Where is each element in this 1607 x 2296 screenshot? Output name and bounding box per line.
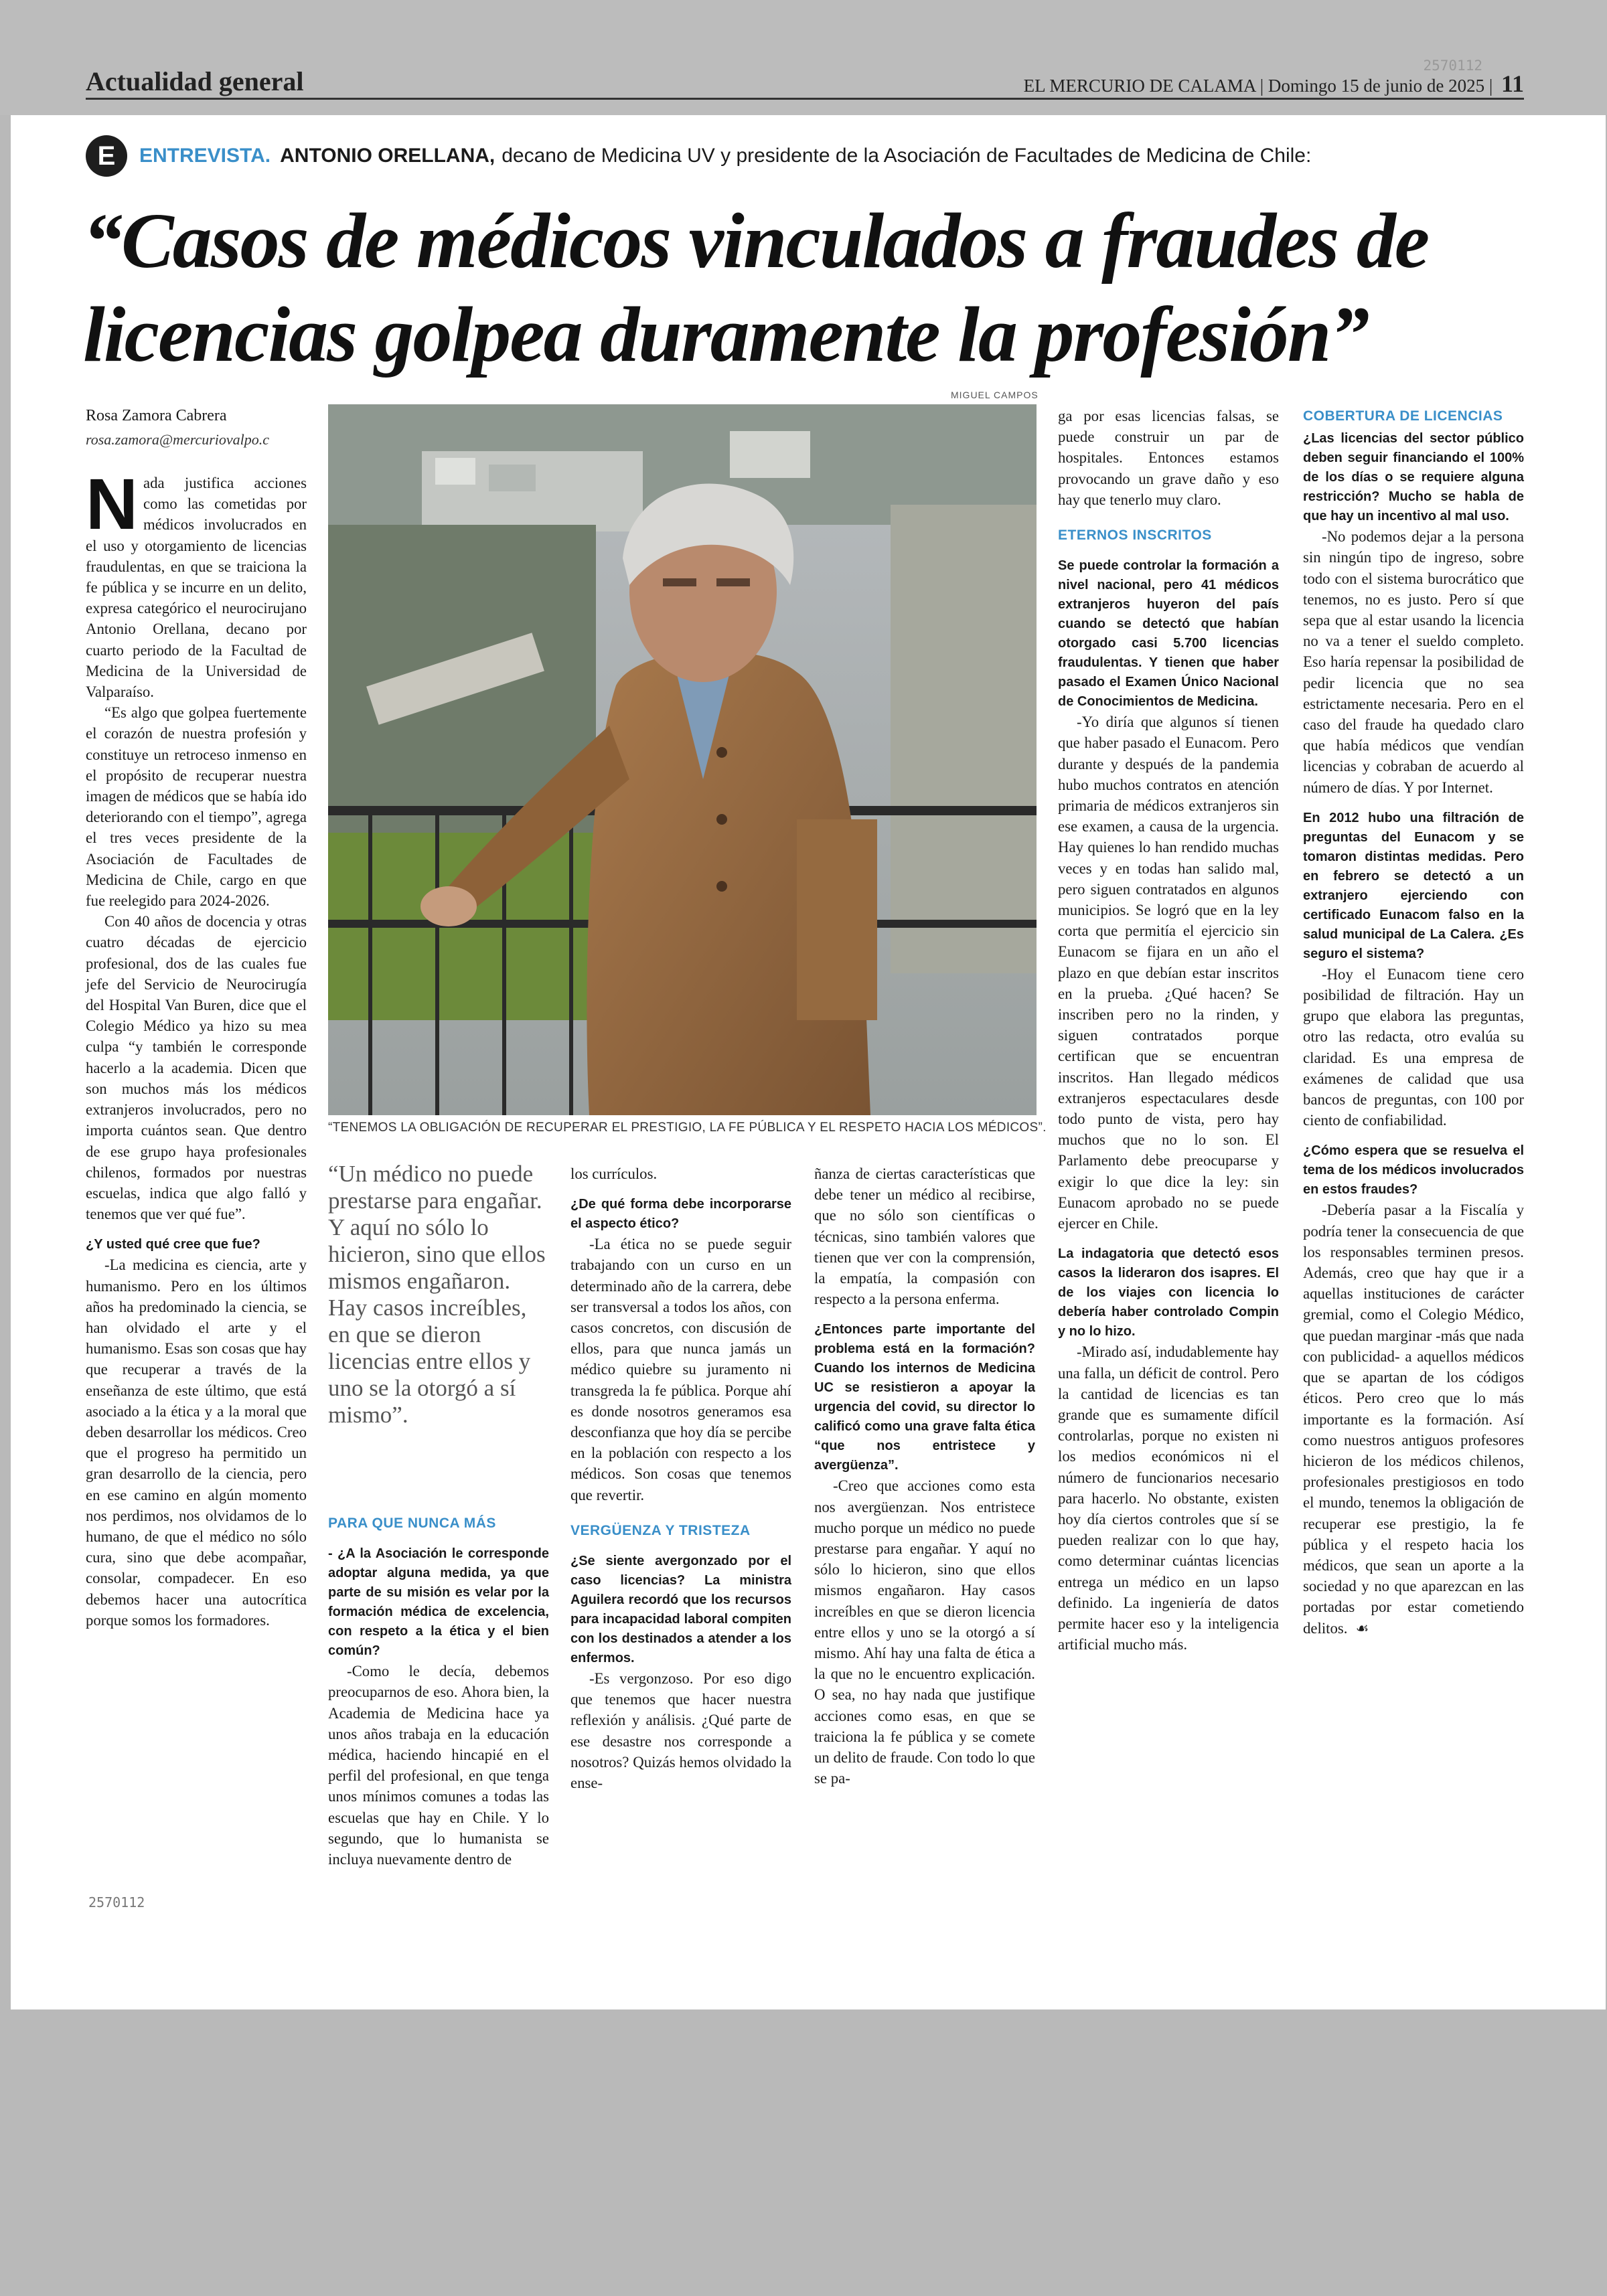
issue-date: Domingo 15 de junio de 2025 <box>1268 76 1485 96</box>
answer-text: -Debería pasar a la Fiscalía y podría tener la consecuencia de que los responsables terminen presos. Además, creo que hay que ir a aquellas instituciones de carácter gremial, como el Colegio Médico, que puedan marginar -más que nada con publicidad- a aquellos médicos que se apartan de los códigos éticos. Pero creo que lo más importante es la formación. Así como nuestros antiguos profesores hicieron de los médicos chilenos, profesionales prestigiosos en todo el mundo, tenemos la obligación de recuperar ese prestigio, la fe pública y el respeto hacia los médicos, que sean un aporte a la sociedad y no que aparezcan en las portadas por estar cometiendo delitos. <box>1303 1202 1524 1637</box>
interview-question: - ¿A la Asociación le corresponde adoptar alguna medida, ya que parte de su misión es velar por la formación médica de excelencia, con respeto a la ética y el bien común? <box>328 1546 549 1659</box>
interview-answer: -Como le decía, debemos preocuparnos de eso. Ahora bien, la Academia de Medicina hace ya unos años trabaja en la educación médica, haciendo hincapié en el perfil del profesional, en que tenga unos mínimos comunes a todas las escuelas que hay en Chile. Y lo segundo, que lo humanista se incluya nuevamente dentro de <box>328 1663 549 1868</box>
kicker <box>86 134 1311 178</box>
article-paragraph <box>86 463 307 702</box>
subheading: ETERNOS INSCRITOS <box>1058 527 1212 544</box>
kicker-person: ANTONIO ORELLANA, <box>280 145 495 167</box>
article-column-6 <box>1303 406 1524 1639</box>
header-rule <box>86 98 1524 100</box>
article-column-3 <box>570 1163 791 1793</box>
kicker-label: ENTREVISTA. <box>139 145 271 167</box>
interview-answer: -Es vergonzoso. Por eso digo que tenemos que hacer nuestra reflexión y análisis. ¿Qué parte de ese desastre nos corresponde a nosotros? Quizás hemos olvidado la ense- <box>570 1670 791 1792</box>
interview-question: ¿Y usted qué cree que fue? <box>86 1237 260 1252</box>
photo-credit: MIGUEL CAMPOS <box>951 390 1039 400</box>
lead-text: ada justifica acciones como las cometidas por médicos involucrados en el uso y otorgamiento de licencias fraudulentas, en que se traiciona la fe pública y se incurre en un delito, expresa categórico el neurocirujano Antonio Orellana, decano por cuarto periodo de la Facultad de Medicina de la Universidad de Valparaíso. <box>86 475 307 701</box>
interview-question: ¿Las licencias del sector público deben seguir financiando el 100% de los días o se requiere alguna restricción? Mucho se habla de que hay un incentivo al mal uso. <box>1303 431 1524 524</box>
drop-cap: N <box>86 463 138 544</box>
interview-answer: -No podemos dejar a la persona sin ningún tipo de ingreso, sobre todo con el sistema burocrático que tenemos, no es justo. Pero sí que sepa que al estar usando la licencia no va a tener el sueldo completo. Eso haría repensar la posibilidad de pedir licencia que no sea estrictamente necesaria. Pero en el caso del fraude ha quedado claro que había médicos que vendían licencias y cobraban de acuerdo al número de días. Y por Internet. <box>1303 528 1524 796</box>
interview-question: ¿Cómo espera que se resuelva el tema de los médicos involucrados en estos fraudes? <box>1303 1143 1524 1198</box>
portrait-photo <box>328 404 1037 1115</box>
interview-answer: -Yo diría que algunos sí tienen que haber pasado el Eunacom. Pero durante y después de la pandemia hubo muchos contratos en atención primaria de médicos extranjeros sin ese examen, a causa de la urgencia. Hay quienes lo han rendido muchas veces y en todas han salido mal, pero siguen contratados en algunos municipios. Se logró que en la ley corta que permitía el ejercicio sin Eunacom se fijara en un año el plazo en que debían estar inscritos en la prueba. ¿Qué hacen? Se inscriben pero no la rinden, y siguen contratados porque certifican que se encuentran inscritos. Han llegado médicos extranjeros espectaculares desde todo punto de vista, pero hay muchos que no lo son. El Parlamento debe preocuparse y exigir lo que dice la ley: sin Eunacom aprobado no se puede ejercer en Chile. <box>1058 714 1279 1232</box>
interview-question: La indagatoria que detectó esos casos la lideraron dos isapres. El de los viajes con licencia lo debería haber controlado Compin y no lo hizo. <box>1058 1246 1279 1339</box>
article-paragraph: “Es algo que golpea fuertemente el corazón de nuestra profesión y constituye un retroceso inmenso en el propósito de recuperar nuestra imagen de médicos que se había ido deteriorando con el tiempo”, agrega el tres veces presidente de la Asociación de Facultades de Medicina de Chile, cargo en que fue reelegido para 2024-2026. <box>86 704 307 910</box>
interview-question: En 2012 hubo una filtración de preguntas del Eunacom y se tomaron distintas medidas. Pero en febrero se detectó a un extranjero ejerciendo con certificado Eunacom falso en la salud municipal de La Calera. ¿Es seguro el sistema? <box>1303 810 1524 961</box>
article-column-5 <box>1058 406 1279 1655</box>
article-paragraph: Con 40 años de docencia y otras cuatro décadas de ejercicio profesional, dos de las cuales fue jefe del Servicio de Neurocirugía del Hospital Van Buren, dice que el Colegio Médico ya hizo su mea culpa “y también le corresponde hacerlo a la academia. Dicen que son muchos más los médicos extranjeros involucrados, pero no importa cuántos sean. Que dentro de ese grupo haya profesionales chilenos, formados por nuestras escuelas, indica que algo falló y tenemos que ver qué fue”. <box>86 913 307 1223</box>
kicker-role: decano de Medicina UV y presidente de la Asociación de Facultades de Medicina de Chile: <box>502 145 1312 167</box>
top-stamp: 2570112 <box>1423 58 1482 74</box>
headline: “Casos de médicos vinculados a fraudes de licencias golpea duramente la profesión” <box>83 197 1429 378</box>
article-column-1 <box>86 463 307 1631</box>
newspaper-name: EL MERCURIO DE CALAMA <box>1023 76 1255 96</box>
subheading: VERGÜENZA Y TRISTEZA <box>570 1522 751 1538</box>
interview-answer: -Hoy el Eunacom tiene cero posibilidad de filtración. Hay un grupo que elabora las preguntas, otro las redacta, otro evalúa su claridad. Es una empresa de exámenes de calidad que usa bancos de preguntas, con 100 por ciento de confiabilidad. <box>1303 965 1524 1129</box>
author-email: rosa.zamora@mercuriovalpo.c <box>86 431 270 448</box>
page-number: 11 <box>1501 70 1524 97</box>
interview-question: ¿Se siente avergonzado por el caso licencias? La ministra Aguilera recordó que los recursos para incapacidad laboral compiten con los destinados a atender a los enfermos. <box>570 1554 791 1666</box>
author-name: Rosa Zamora Cabrera <box>86 407 227 424</box>
interview-answer: -Mirado así, indudablemente hay una falla, un déficit de control. Pero la cantidad de licencias es tan grande que es sumamente difícil controlarlas, porque no existen ni los medios económicos ni el número de funcionarios necesario para hacerlo. No obstante, existen hoy día ciertos controles que sí se pueden realizar con lo que hay, como determinar cuántas licencias entrega un médico en un lapso definido. La ingeniería de datos permite hacer eso y la inteligencia artificial mucho más. <box>1058 1343 1279 1653</box>
end-mark-icon: ☙ <box>1355 1620 1369 1637</box>
interview-answer: -La medicina es ciencia, arte y humanismo. Pero en los últimos años ha predominado la ciencia, se han olvidado el arte y el humanismo. Esas son cosas que hay que recuperar a través de la enseñanza de este último, que está asociado a la ética y a la moral que deben desarrollar los médicos. Creo que el progreso ha permitido un gran desarrollo de la ciencia, pero en ese camino en algún momento nos perdimos, nos olvidamos de lo humano, de que el médico no sólo cura, sino que debe acompañar, consolar, compadecer. En eso debemos hacer una autocrítica porque somos los formadores. <box>86 1256 307 1629</box>
subheading: PARA QUE NUNCA MÁS <box>328 1515 496 1531</box>
section-label: Actualidad general <box>86 66 304 96</box>
article-paragraph: ñanza de ciertas características que debe tener un médico al recibirse, que no sólo son científicas o técnicas, sino también valores que tienen que ver con la comprensión, la empatía, la compasión con respecto a la persona enferma. <box>814 1165 1035 1308</box>
interview-answer: -La ética no se puede seguir trabajando con un curso en un determinado año de la carrera, debe ser transversal a todos los años, con casos concretos, con discusión de ellos, para que nunca jamás un médico quiebre su juramento ni transgreda la fe pública. Porque ahí es donde nosotros generamos esa desconfianza que hoy día se percibe en la población con respecto a los médicos. Son cosas que tenemos que revertir. <box>570 1236 791 1503</box>
interview-question: Se puede controlar la formación a nivel nacional, pero 41 médicos extranjeros huyeron del país cuando se detectó que habían otorgado casi 5.700 licencias fraudulentas. Y tienen que haber pasado el Examen Único Nacional de Conocimientos de Medicina. <box>1058 558 1279 710</box>
article-column-4 <box>814 1163 1035 1789</box>
interview-answer <box>1303 1200 1524 1639</box>
article-paragraph: ga por esas licencias falsas, se puede construir un par de hospitales. Entonces estamos provocando un grave daño y eso hay que tenerlo muy claro. <box>1058 408 1279 508</box>
pull-quote: “Un médico no puede prestarse para engañar. Y aquí no sólo lo hicieron, sino que ellos mismos engañaron. Hay casos increíbles, en que se dieron licencias entre ellos y uno se la otorgó a sí mismo”. <box>328 1161 546 1428</box>
portrait-illustration <box>328 404 1037 1115</box>
subheading: COBERTURA DE LICENCIAS <box>1303 408 1503 424</box>
interview-question: ¿Entonces parte importante del problema está en la formación? Cuando los internos de Medicina UC se resistieron a apoyar la urgencia del covid, su director lo calificó como una grave falta ética “que nos entristece y avergüenza”. <box>814 1322 1035 1473</box>
interview-question: ¿De qué forma debe incorporarse el aspecto ético? <box>570 1197 791 1232</box>
footer-stamp: 2570112 <box>88 1894 145 1910</box>
photo-caption: “TENEMOS LA OBLIGACIÓN DE RECUPERAR EL PRESTIGIO, LA FE PÚBLICA Y EL RESPETO HACIA LOS MÉDICOS”. <box>328 1121 1047 1135</box>
interview-badge-icon: E <box>86 135 127 177</box>
masthead-info: EL MERCURIO DE CALAMA | Domingo 15 de junio de 2025 | 11 <box>1023 70 1524 97</box>
interview-answer: -Creo que acciones como esta nos avergüenzan. Nos entristece mucho porque un médico no puede prestarse para engañar. Y aquí no sólo lo hicieron, sino que ellos mismos engañaron. Hay casos increíbles en que se dieron licencia entre ellos y uno se la otorgó a sí mismo. Ahí hay una falta de ética a la que no le encuentro explicación. O sea, no hay nada que justifique acciones como esas, en que se traiciona la fe pública y se comete un delito de fraude. Con todo lo que se pa- <box>814 1477 1035 1787</box>
article-paragraph: los currículos. <box>570 1165 658 1182</box>
article-column-2 <box>328 1498 549 1870</box>
